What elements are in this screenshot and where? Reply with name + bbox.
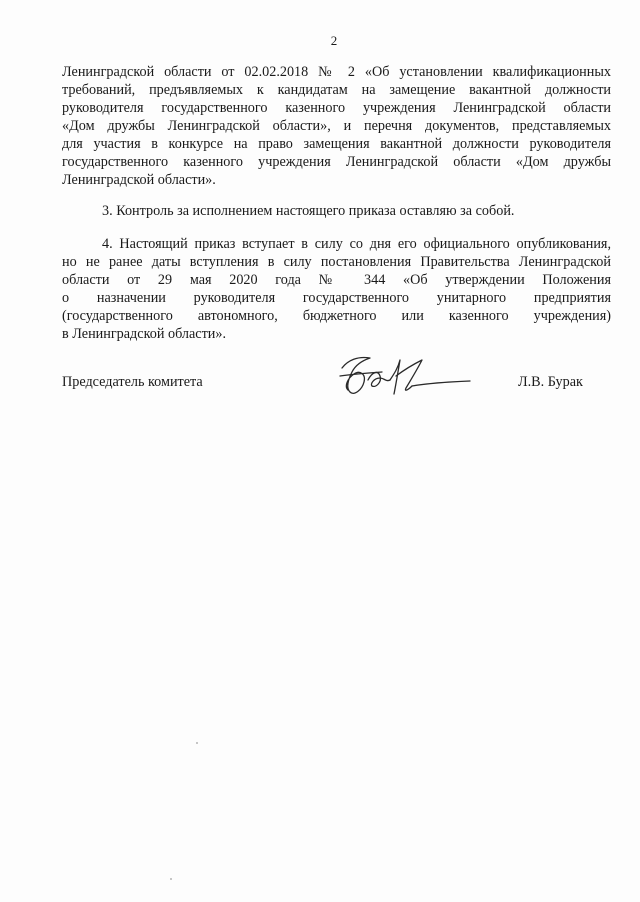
scan-speck [170, 878, 172, 880]
paragraph-continuation-line-5: для участия в конкурсе на право замещения вакантной должности руководителя [62, 136, 611, 152]
paragraph-4-line-1: 4. Настоящий приказ вступает в силу со дня его официального опубликования, [102, 236, 611, 252]
paragraph-4-line-2: но не ранее даты вступления в силу постановления Правительства Ленинградской [62, 254, 611, 270]
paragraph-4-line-6: в Ленинградской области». [62, 326, 227, 342]
paragraph-continuation-line-6: государственного казенного учреждения Ленинградской области «Дом дружбы [62, 154, 611, 170]
paragraph-continuation-line-3: руководителя государственного казенного учреждения Ленинградской области [62, 100, 611, 116]
signatory-name: Л.В. Бурак [518, 374, 583, 390]
handwritten-signature [334, 346, 474, 406]
paragraph-3-line-1: 3. Контроль за исполнением настоящего приказа оставляю за собой. [102, 203, 515, 219]
scan-speck [196, 742, 198, 744]
paragraph-continuation-line-1: Ленинградской области от 02.02.2018 № 2 «Об установлении квалификационных [62, 64, 611, 80]
page-number: 2 [330, 33, 338, 48]
paragraph-4-line-3: области от 29 мая 2020 года № 344 «Об утверждении Положения [62, 272, 611, 288]
paragraph-4-line-5: (государственного автономного, бюджетного или казенного учреждения) [62, 308, 611, 324]
paragraph-continuation-line-2: требований, предъявляемых к кандидатам на замещение вакантной должности [62, 82, 611, 98]
signatory-position: Председатель комитета [62, 374, 203, 390]
paragraph-continuation-line-7: Ленинградской области». [62, 172, 216, 188]
paragraph-4-line-4: о назначении руководителя государственного унитарного предприятия [62, 290, 611, 306]
paragraph-continuation-line-4: «Дом дружбы Ленинградской области», и перечня документов, представляемых [62, 118, 611, 134]
